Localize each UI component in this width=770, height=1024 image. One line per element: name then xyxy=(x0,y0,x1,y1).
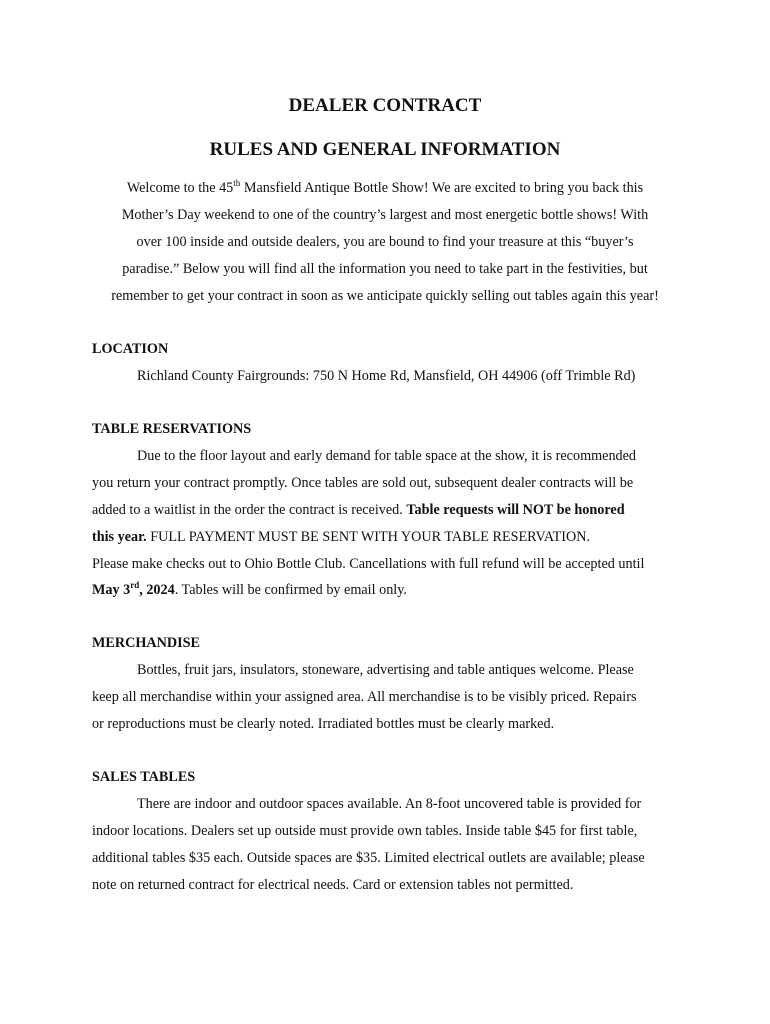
merchandise-line-1: Bottles, fruit jars, insulators, stoneware, advertising and table antiques welcome. Please xyxy=(137,662,634,678)
merchandise-line-2: keep all merchandise within your assigned area. All merchandise is to be visibly priced. Repairs xyxy=(92,689,637,705)
sales-tables-heading: SALES TABLES xyxy=(92,769,196,785)
sales-tables-line-1: There are indoor and outdoor spaces available. An 8-foot uncovered table is provided for xyxy=(137,796,642,812)
table-reservations-heading: TABLE RESERVATIONS xyxy=(92,421,252,437)
table-reservations-line-2: you return your contract promptly. Once tables are sold out, subsequent dealer contracts will be xyxy=(92,475,634,491)
merchandise-line-3: or reproductions must be clearly noted. Irradiated bottles must be clearly marked. xyxy=(92,716,555,732)
location-heading: LOCATION xyxy=(92,341,169,357)
table-reservations-line-6: May 3rd, 2024. Tables will be confirmed by email only. xyxy=(92,580,407,598)
document-subtitle: RULES AND GENERAL INFORMATION xyxy=(209,139,561,160)
intro-line-1: Welcome to the 45th Mansfield Antique Bottle Show! We are excited to bring you back this xyxy=(126,178,644,196)
intro-line-4: paradise.” Below you will find all the information you need to take part in the festivities, but xyxy=(122,261,648,277)
intro-line-3: over 100 inside and outside dealers, you are bound to find your treasure at this “buyer’s xyxy=(136,234,634,250)
sales-tables-line-2: indoor locations. Dealers set up outside must provide own tables. Inside table $45 for first table, xyxy=(92,823,638,839)
intro-line-2: Mother’s Day weekend to one of the country’s largest and most energetic bottle shows! With xyxy=(121,207,649,223)
intro-line-5: remember to get your contract in soon as we anticipate quickly selling out tables again this year! xyxy=(111,288,659,304)
sales-tables-line-4: note on returned contract for electrical needs. Card or extension tables not permitted. xyxy=(92,877,574,893)
table-reservations-line-1: Due to the floor layout and early demand for table space at the show, it is recommended xyxy=(137,448,637,464)
sales-tables-line-3: additional tables $35 each. Outside spaces are $35. Limited electrical outlets are available; please xyxy=(92,850,645,866)
table-reservations-line-5: Please make checks out to Ohio Bottle Club. Cancellations with full refund will be accepted until xyxy=(92,556,645,572)
location-text: Richland County Fairgrounds: 750 N Home Rd, Mansfield, OH 44906 (off Trimble Rd) xyxy=(137,368,636,384)
document-title: DEALER CONTRACT xyxy=(288,95,482,116)
table-reservations-line-4: this year. FULL PAYMENT MUST BE SENT WITH YOUR TABLE RESERVATION. xyxy=(92,529,591,545)
table-reservations-line-3: added to a waitlist in the order the contract is received. Table requests will NOT be honored xyxy=(92,502,625,518)
merchandise-heading: MERCHANDISE xyxy=(92,635,200,651)
